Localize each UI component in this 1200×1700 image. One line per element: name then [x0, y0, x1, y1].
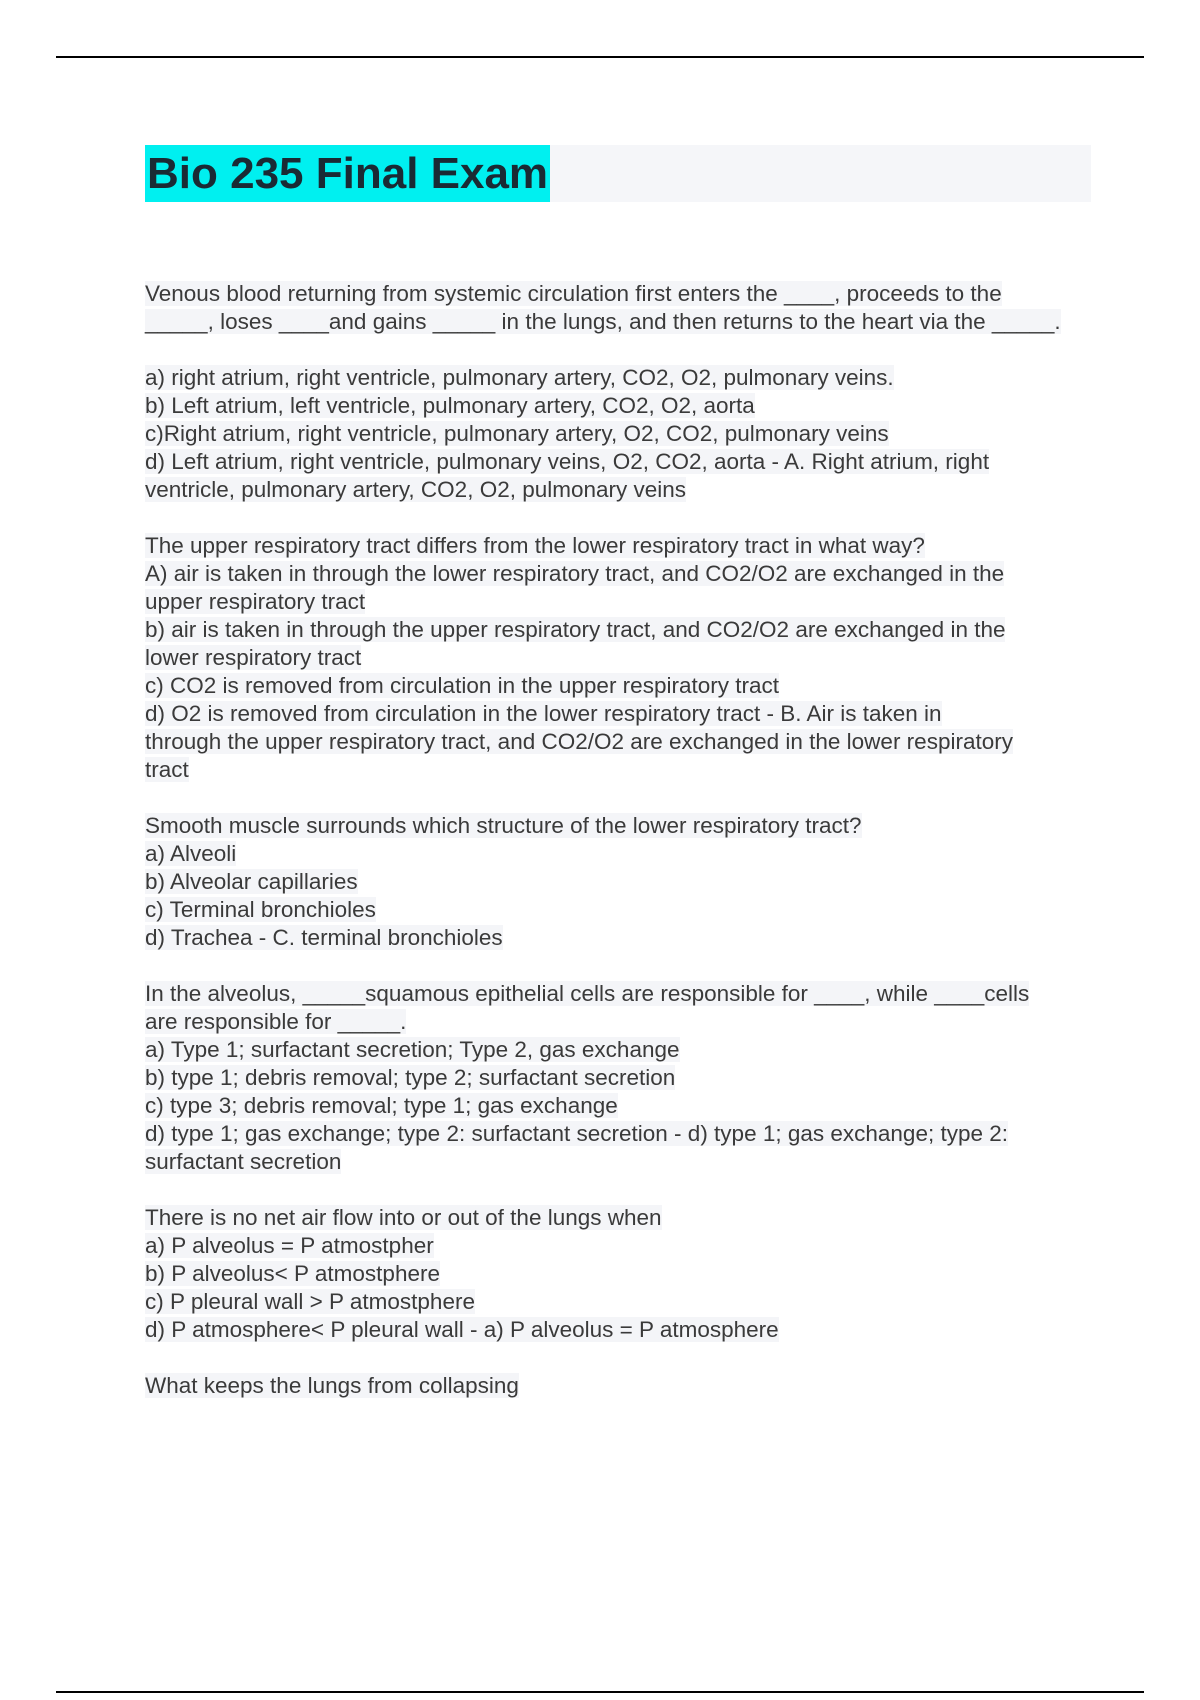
- document-title: Bio 235 Final Exam: [145, 145, 550, 202]
- answer-option: lower respiratory tract: [145, 645, 362, 670]
- question-line: The upper respiratory tract differs from the lower respiratory tract in what way?: [145, 533, 925, 558]
- question-line: are responsible for _____.: [145, 1009, 407, 1034]
- answer-option: a) Alveoli: [145, 841, 237, 866]
- blank-line: [145, 336, 1095, 364]
- answer-option: d) Left atrium, right ventricle, pulmonary veins, O2, CO2, aorta - A. Right atrium, right: [145, 449, 990, 474]
- answer-option: ventricle, pulmonary artery, CO2, O2, pulmonary veins: [145, 477, 687, 502]
- bottom-rule: [56, 1691, 1144, 1693]
- answer-option: b) Alveolar capillaries: [145, 869, 358, 894]
- top-rule: [56, 56, 1144, 58]
- document-body: [145, 280, 1095, 1428]
- answer-option: a) P alveolus = P atmostpher: [145, 1233, 434, 1258]
- answer-option: b) air is taken in through the upper respiratory tract, and CO2/O2 are exchanged in the: [145, 617, 1006, 642]
- question-3: [145, 812, 1095, 952]
- answer-option: tract: [145, 757, 189, 782]
- question-line: Smooth muscle surrounds which structure of the lower respiratory tract?: [145, 813, 862, 838]
- answer-option: c) CO2 is removed from circulation in the upper respiratory tract: [145, 673, 779, 698]
- question-5: [145, 1204, 1095, 1344]
- answer-option: through the upper respiratory tract, and CO2/O2 are exchanged in the lower respiratory: [145, 729, 1013, 754]
- question-2: [145, 532, 1095, 784]
- answer-option: d) O2 is removed from circulation in the lower respiratory tract - B. Air is taken in: [145, 701, 942, 726]
- question-4: [145, 980, 1095, 1176]
- question-line: In the alveolus, _____squamous epithelial cells are responsible for ____, while ____cells: [145, 981, 1030, 1006]
- answer-option: d) Trachea - C. terminal bronchioles: [145, 925, 503, 950]
- answer-option: c) type 3; debris removal; type 1; gas exchange: [145, 1093, 618, 1118]
- answer-option: b) type 1; debris removal; type 2; surfactant secretion: [145, 1065, 676, 1090]
- question-line: Venous blood returning from systemic circulation first enters the ____, proceeds to the: [145, 281, 1002, 306]
- answer-option: c)Right atrium, right ventricle, pulmonary artery, O2, CO2, pulmonary veins: [145, 421, 889, 446]
- question-line: _____, loses ____and gains _____ in the lungs, and then returns to the heart via the _____.: [145, 309, 1061, 334]
- answer-option: c) Terminal bronchioles: [145, 897, 376, 922]
- answer-option: a) right atrium, right ventricle, pulmonary artery, CO2, O2, pulmonary veins.: [145, 365, 894, 390]
- answer-option: A) air is taken in through the lower respiratory tract, and CO2/O2 are exchanged in the: [145, 561, 1005, 586]
- answer-option: a) Type 1; surfactant secretion; Type 2, gas exchange: [145, 1037, 680, 1062]
- question-line: There is no net air flow into or out of the lungs when: [145, 1205, 662, 1230]
- answer-option: d) type 1; gas exchange; type 2: surfactant secretion - d) type 1; gas exchange; type 2:: [145, 1121, 1009, 1146]
- answer-option: b) Left atrium, left ventricle, pulmonary artery, CO2, O2, aorta: [145, 393, 755, 418]
- answer-option: b) P alveolus< P atmostphere: [145, 1261, 440, 1286]
- question-6: [145, 1372, 1095, 1400]
- question-line: What keeps the lungs from collapsing: [145, 1373, 519, 1398]
- answer-option: surfactant secretion: [145, 1149, 342, 1174]
- question-1: [145, 280, 1095, 504]
- answer-option: c) P pleural wall > P atmostphere: [145, 1289, 475, 1314]
- answer-option: upper respiratory tract: [145, 589, 366, 614]
- answer-option: d) P atmosphere< P pleural wall - a) P alveolus = P atmosphere: [145, 1317, 779, 1342]
